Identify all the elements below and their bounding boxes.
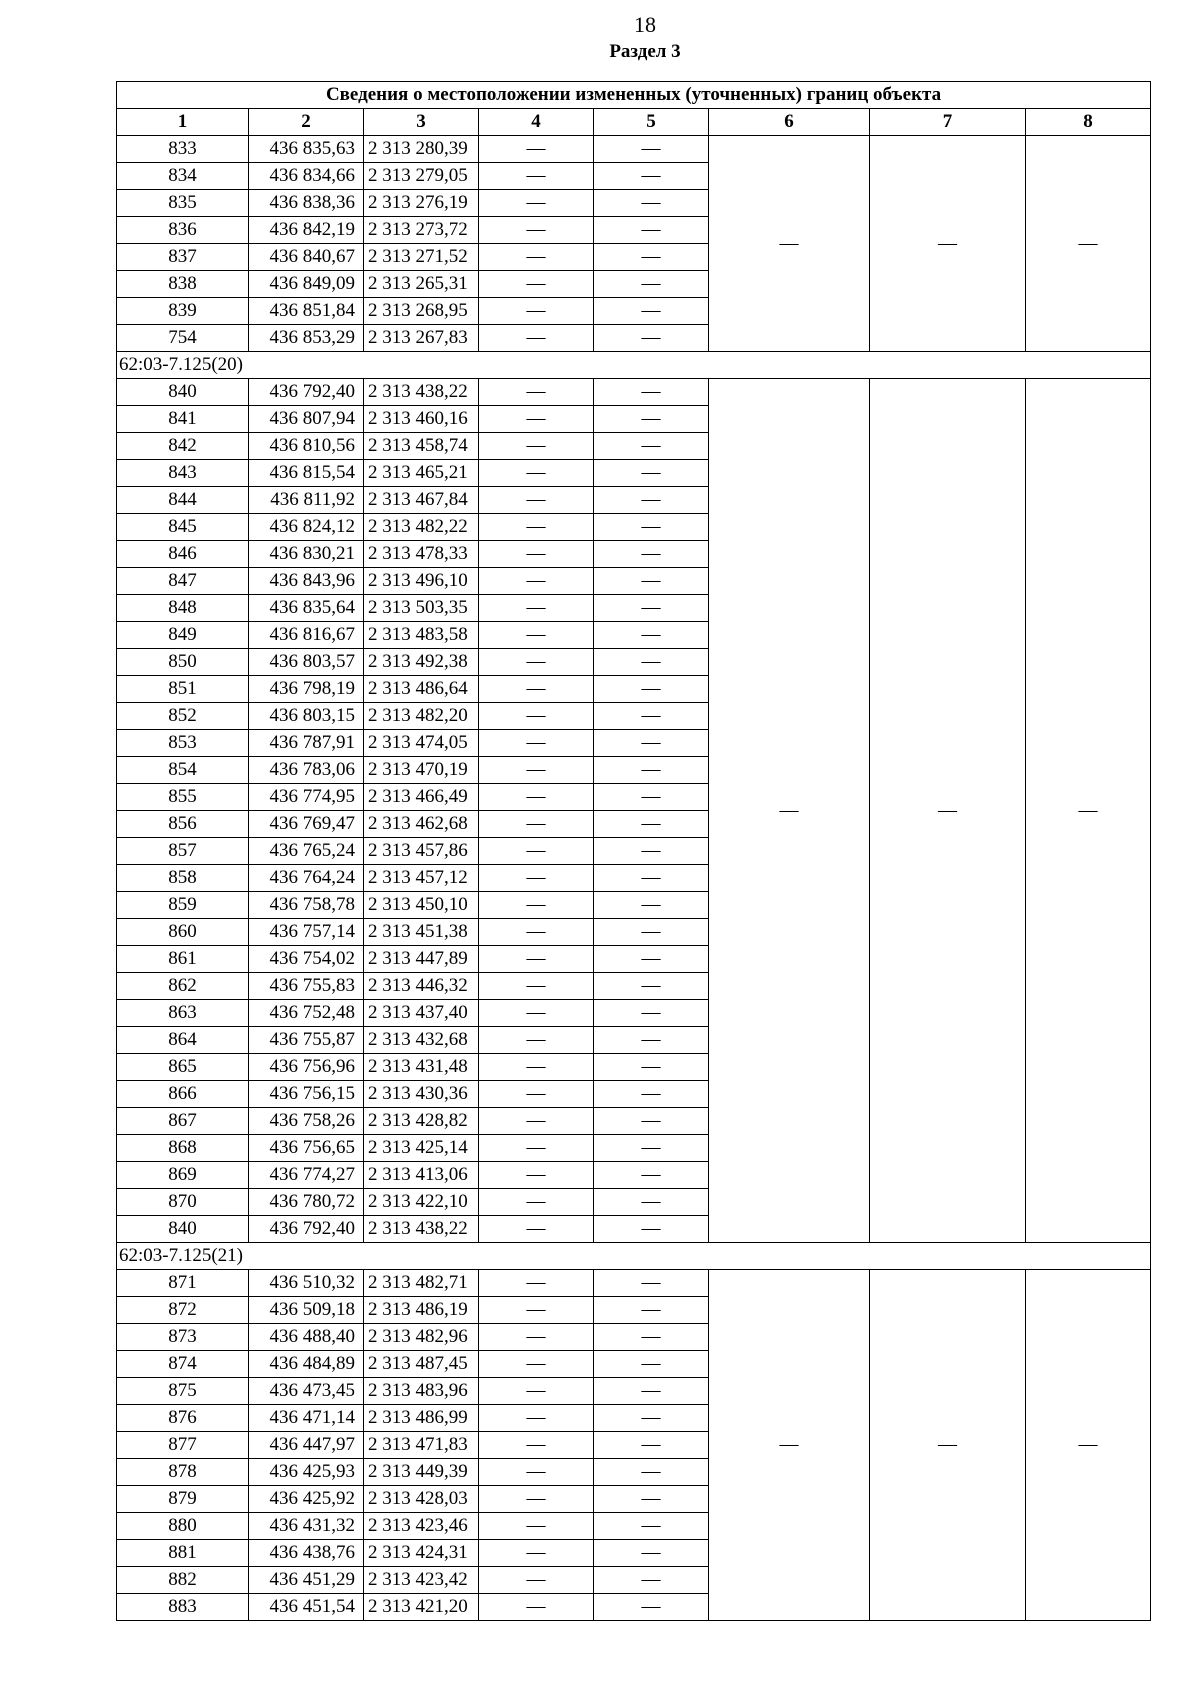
coordinate-y-cell: 2 313 503,35 bbox=[364, 595, 479, 622]
coordinate-x-cell: 436 811,92 bbox=[249, 487, 364, 514]
coordinate-y-cell: 2 313 482,96 bbox=[364, 1324, 479, 1351]
column-5-cell: — bbox=[594, 163, 709, 190]
group-label-row bbox=[117, 352, 1151, 379]
column-header: 1 bbox=[117, 109, 249, 136]
point-number-cell: 848 bbox=[117, 595, 249, 622]
column-5-cell: — bbox=[594, 892, 709, 919]
point-number-cell: 837 bbox=[117, 244, 249, 271]
column-5-cell: — bbox=[594, 1027, 709, 1054]
coordinate-x-cell: 436 840,67 bbox=[249, 244, 364, 271]
point-number-cell: 862 bbox=[117, 973, 249, 1000]
coordinate-x-cell: 436 816,67 bbox=[249, 622, 364, 649]
coordinate-y-cell: 2 313 474,05 bbox=[364, 730, 479, 757]
column-4-cell: — bbox=[479, 1162, 594, 1189]
point-number-cell: 835 bbox=[117, 190, 249, 217]
coordinate-x-cell: 436 756,65 bbox=[249, 1135, 364, 1162]
point-number-cell: 845 bbox=[117, 514, 249, 541]
column-5-cell: — bbox=[594, 325, 709, 352]
column-4-cell: — bbox=[479, 676, 594, 703]
point-number-cell: 754 bbox=[117, 325, 249, 352]
point-number-cell: 840 bbox=[117, 379, 249, 406]
column-4-cell: — bbox=[479, 1486, 594, 1513]
table-row bbox=[117, 379, 1151, 406]
column-5-cell: — bbox=[594, 217, 709, 244]
coordinate-x-cell: 436 758,78 bbox=[249, 892, 364, 919]
column-4-cell: — bbox=[479, 1324, 594, 1351]
column-5-cell: — bbox=[594, 1000, 709, 1027]
column-4-cell: — bbox=[479, 271, 594, 298]
column-header: 2 bbox=[249, 109, 364, 136]
column-5-cell: — bbox=[594, 595, 709, 622]
coordinate-x-cell: 436 438,76 bbox=[249, 1540, 364, 1567]
column-4-cell: — bbox=[479, 649, 594, 676]
column-5-cell: — bbox=[594, 1270, 709, 1297]
column-7-merged-cell: — bbox=[870, 136, 1026, 352]
column-4-cell: — bbox=[479, 1459, 594, 1486]
column-5-cell: — bbox=[594, 730, 709, 757]
coordinate-y-cell: 2 313 425,14 bbox=[364, 1135, 479, 1162]
column-5-cell: — bbox=[594, 1594, 709, 1621]
column-4-cell: — bbox=[479, 1081, 594, 1108]
column-4-cell: — bbox=[479, 1216, 594, 1243]
column-5-cell: — bbox=[594, 919, 709, 946]
column-5-cell: — bbox=[594, 1405, 709, 1432]
point-number-cell: 864 bbox=[117, 1027, 249, 1054]
coordinate-x-cell: 436 473,45 bbox=[249, 1378, 364, 1405]
point-number-cell: 859 bbox=[117, 892, 249, 919]
point-number-cell: 883 bbox=[117, 1594, 249, 1621]
column-4-cell: — bbox=[479, 406, 594, 433]
coordinate-x-cell: 436 830,21 bbox=[249, 541, 364, 568]
coordinate-y-cell: 2 313 486,99 bbox=[364, 1405, 479, 1432]
point-number-cell: 867 bbox=[117, 1108, 249, 1135]
coordinate-y-cell: 2 313 265,31 bbox=[364, 271, 479, 298]
column-4-cell: — bbox=[479, 514, 594, 541]
coordinate-x-cell: 436 425,93 bbox=[249, 1459, 364, 1486]
point-number-cell: 870 bbox=[117, 1189, 249, 1216]
column-header: 3 bbox=[364, 109, 479, 136]
coordinate-x-cell: 436 425,92 bbox=[249, 1486, 364, 1513]
point-number-cell: 869 bbox=[117, 1162, 249, 1189]
point-number-cell: 860 bbox=[117, 919, 249, 946]
coordinate-y-cell: 2 313 423,46 bbox=[364, 1513, 479, 1540]
coordinate-y-cell: 2 313 487,45 bbox=[364, 1351, 479, 1378]
point-number-cell: 838 bbox=[117, 271, 249, 298]
point-number-cell: 843 bbox=[117, 460, 249, 487]
column-4-cell: — bbox=[479, 190, 594, 217]
column-4-cell: — bbox=[479, 1000, 594, 1027]
coordinate-x-cell: 436 447,97 bbox=[249, 1432, 364, 1459]
group-label-row bbox=[117, 1243, 1151, 1270]
coordinate-y-cell: 2 313 466,49 bbox=[364, 784, 479, 811]
column-4-cell: — bbox=[479, 568, 594, 595]
column-4-cell: — bbox=[479, 703, 594, 730]
column-5-cell: — bbox=[594, 541, 709, 568]
column-4-cell: — bbox=[479, 460, 594, 487]
coordinate-y-cell: 2 313 268,95 bbox=[364, 298, 479, 325]
coordinate-x-cell: 436 757,14 bbox=[249, 919, 364, 946]
point-number-cell: 854 bbox=[117, 757, 249, 784]
coordinate-x-cell: 436 783,06 bbox=[249, 757, 364, 784]
column-4-cell: — bbox=[479, 595, 594, 622]
coordinate-x-cell: 436 834,66 bbox=[249, 163, 364, 190]
column-4-cell: — bbox=[479, 1027, 594, 1054]
group-label: 62:03-7.125(21) bbox=[117, 1243, 1151, 1270]
column-4-cell: — bbox=[479, 1513, 594, 1540]
column-7-merged-cell: — bbox=[870, 1270, 1026, 1621]
column-6-merged-cell: — bbox=[709, 379, 870, 1243]
column-4-cell: — bbox=[479, 811, 594, 838]
column-5-cell: — bbox=[594, 757, 709, 784]
column-4-cell: — bbox=[479, 298, 594, 325]
point-number-cell: 868 bbox=[117, 1135, 249, 1162]
column-5-cell: — bbox=[594, 784, 709, 811]
column-5-cell: — bbox=[594, 433, 709, 460]
column-5-cell: — bbox=[594, 1513, 709, 1540]
coordinate-x-cell: 436 774,95 bbox=[249, 784, 364, 811]
coordinate-y-cell: 2 313 446,32 bbox=[364, 973, 479, 1000]
coordinate-y-cell: 2 313 486,19 bbox=[364, 1297, 479, 1324]
coordinate-x-cell: 436 849,09 bbox=[249, 271, 364, 298]
coordinate-x-cell: 436 488,40 bbox=[249, 1324, 364, 1351]
column-5-cell: — bbox=[594, 1567, 709, 1594]
point-number-cell: 844 bbox=[117, 487, 249, 514]
column-4-cell: — bbox=[479, 973, 594, 1000]
column-5-cell: — bbox=[594, 568, 709, 595]
coordinate-y-cell: 2 313 457,12 bbox=[364, 865, 479, 892]
column-5-cell: — bbox=[594, 379, 709, 406]
point-number-cell: 882 bbox=[117, 1567, 249, 1594]
coordinate-y-cell: 2 313 267,83 bbox=[364, 325, 479, 352]
column-5-cell: — bbox=[594, 1108, 709, 1135]
section-title: Раздел 3 bbox=[609, 41, 681, 62]
coordinate-y-cell: 2 313 492,38 bbox=[364, 649, 479, 676]
column-4-cell: — bbox=[479, 946, 594, 973]
point-number-cell: 879 bbox=[117, 1486, 249, 1513]
coordinate-y-cell: 2 313 421,20 bbox=[364, 1594, 479, 1621]
coordinate-x-cell: 436 769,47 bbox=[249, 811, 364, 838]
coordinate-y-cell: 2 313 447,89 bbox=[364, 946, 479, 973]
point-number-cell: 865 bbox=[117, 1054, 249, 1081]
column-5-cell: — bbox=[594, 1351, 709, 1378]
point-number-cell: 863 bbox=[117, 1000, 249, 1027]
point-number-cell: 834 bbox=[117, 163, 249, 190]
column-5-cell: — bbox=[594, 649, 709, 676]
column-header: 8 bbox=[1026, 109, 1151, 136]
column-4-cell: — bbox=[479, 1135, 594, 1162]
coordinate-y-cell: 2 313 273,72 bbox=[364, 217, 479, 244]
column-4-cell: — bbox=[479, 379, 594, 406]
coordinate-y-cell: 2 313 478,33 bbox=[364, 541, 479, 568]
column-5-cell: — bbox=[594, 811, 709, 838]
coordinate-y-cell: 2 313 458,74 bbox=[364, 433, 479, 460]
coordinate-x-cell: 436 792,40 bbox=[249, 379, 364, 406]
coordinate-x-cell: 436 853,29 bbox=[249, 325, 364, 352]
column-4-cell: — bbox=[479, 1378, 594, 1405]
column-5-cell: — bbox=[594, 676, 709, 703]
column-4-cell: — bbox=[479, 1270, 594, 1297]
column-4-cell: — bbox=[479, 757, 594, 784]
coordinate-x-cell: 436 780,72 bbox=[249, 1189, 364, 1216]
point-number-cell: 878 bbox=[117, 1459, 249, 1486]
coordinate-y-cell: 2 313 449,39 bbox=[364, 1459, 479, 1486]
column-4-cell: — bbox=[479, 1297, 594, 1324]
column-4-cell: — bbox=[479, 541, 594, 568]
coordinate-x-cell: 436 774,27 bbox=[249, 1162, 364, 1189]
column-4-cell: — bbox=[479, 1594, 594, 1621]
point-number-cell: 880 bbox=[117, 1513, 249, 1540]
boundary-table bbox=[116, 81, 1151, 1621]
point-number-cell: 852 bbox=[117, 703, 249, 730]
column-4-cell: — bbox=[479, 163, 594, 190]
point-number-cell: 841 bbox=[117, 406, 249, 433]
column-5-cell: — bbox=[594, 514, 709, 541]
coordinate-y-cell: 2 313 450,10 bbox=[364, 892, 479, 919]
coordinate-y-cell: 2 313 457,86 bbox=[364, 838, 479, 865]
coordinate-x-cell: 436 851,84 bbox=[249, 298, 364, 325]
coordinate-y-cell: 2 313 423,42 bbox=[364, 1567, 479, 1594]
coordinate-y-cell: 2 313 422,10 bbox=[364, 1189, 479, 1216]
column-header: 5 bbox=[594, 109, 709, 136]
coordinate-x-cell: 436 431,32 bbox=[249, 1513, 364, 1540]
column-5-cell: — bbox=[594, 487, 709, 514]
coordinate-y-cell: 2 313 428,82 bbox=[364, 1108, 479, 1135]
column-5-cell: — bbox=[594, 1135, 709, 1162]
column-4-cell: — bbox=[479, 622, 594, 649]
column-8-merged-cell: — bbox=[1026, 379, 1151, 1243]
column-6-merged-cell: — bbox=[709, 136, 870, 352]
coordinate-y-cell: 2 313 462,68 bbox=[364, 811, 479, 838]
coordinate-x-cell: 436 471,14 bbox=[249, 1405, 364, 1432]
point-number-cell: 842 bbox=[117, 433, 249, 460]
coordinate-y-cell: 2 313 279,05 bbox=[364, 163, 479, 190]
point-number-cell: 872 bbox=[117, 1297, 249, 1324]
column-4-cell: — bbox=[479, 1351, 594, 1378]
coordinate-x-cell: 436 843,96 bbox=[249, 568, 364, 595]
coordinate-y-cell: 2 313 483,58 bbox=[364, 622, 479, 649]
coordinate-x-cell: 436 787,91 bbox=[249, 730, 364, 757]
column-5-cell: — bbox=[594, 1189, 709, 1216]
coordinate-y-cell: 2 313 482,20 bbox=[364, 703, 479, 730]
coordinate-x-cell: 436 835,63 bbox=[249, 136, 364, 163]
coordinate-x-cell: 436 755,83 bbox=[249, 973, 364, 1000]
column-5-cell: — bbox=[594, 1216, 709, 1243]
coordinate-y-cell: 2 313 482,22 bbox=[364, 514, 479, 541]
column-5-cell: — bbox=[594, 865, 709, 892]
column-5-cell: — bbox=[594, 271, 709, 298]
table-title: Сведения о местоположении измененных (уточненных) границ объекта bbox=[117, 82, 1151, 109]
point-number-cell: 855 bbox=[117, 784, 249, 811]
column-4-cell: — bbox=[479, 1405, 594, 1432]
coordinate-y-cell: 2 313 465,21 bbox=[364, 460, 479, 487]
coordinate-y-cell: 2 313 471,83 bbox=[364, 1432, 479, 1459]
coordinate-x-cell: 436 838,36 bbox=[249, 190, 364, 217]
column-4-cell: — bbox=[479, 1108, 594, 1135]
coordinate-y-cell: 2 313 424,31 bbox=[364, 1540, 479, 1567]
column-header: 6 bbox=[709, 109, 870, 136]
coordinate-x-cell: 436 824,12 bbox=[249, 514, 364, 541]
point-number-cell: 874 bbox=[117, 1351, 249, 1378]
coordinate-x-cell: 436 835,64 bbox=[249, 595, 364, 622]
column-4-cell: — bbox=[479, 865, 594, 892]
column-4-cell: — bbox=[479, 325, 594, 352]
column-4-cell: — bbox=[479, 784, 594, 811]
column-5-cell: — bbox=[594, 838, 709, 865]
coordinate-y-cell: 2 313 470,19 bbox=[364, 757, 479, 784]
coordinate-y-cell: 2 313 467,84 bbox=[364, 487, 479, 514]
column-4-cell: — bbox=[479, 730, 594, 757]
coordinate-y-cell: 2 313 483,96 bbox=[364, 1378, 479, 1405]
column-5-cell: — bbox=[594, 1432, 709, 1459]
point-number-cell: 851 bbox=[117, 676, 249, 703]
point-number-cell: 849 bbox=[117, 622, 249, 649]
column-5-cell: — bbox=[594, 946, 709, 973]
column-5-cell: — bbox=[594, 703, 709, 730]
table-row bbox=[117, 1270, 1151, 1297]
coordinate-y-cell: 2 313 438,22 bbox=[364, 379, 479, 406]
coordinate-x-cell: 436 765,24 bbox=[249, 838, 364, 865]
column-5-cell: — bbox=[594, 298, 709, 325]
point-number-cell: 881 bbox=[117, 1540, 249, 1567]
point-number-cell: 858 bbox=[117, 865, 249, 892]
coordinate-y-cell: 2 313 451,38 bbox=[364, 919, 479, 946]
column-5-cell: — bbox=[594, 1054, 709, 1081]
column-4-cell: — bbox=[479, 1432, 594, 1459]
point-number-cell: 850 bbox=[117, 649, 249, 676]
column-4-cell: — bbox=[479, 1189, 594, 1216]
coordinate-y-cell: 2 313 280,39 bbox=[364, 136, 479, 163]
column-4-cell: — bbox=[479, 217, 594, 244]
page-number: 18 bbox=[634, 12, 656, 37]
column-5-cell: — bbox=[594, 1486, 709, 1513]
point-number-cell: 875 bbox=[117, 1378, 249, 1405]
coordinate-y-cell: 2 313 482,71 bbox=[364, 1270, 479, 1297]
column-5-cell: — bbox=[594, 1324, 709, 1351]
column-5-cell: — bbox=[594, 1459, 709, 1486]
coordinate-x-cell: 436 755,87 bbox=[249, 1027, 364, 1054]
point-number-cell: 857 bbox=[117, 838, 249, 865]
coordinate-x-cell: 436 798,19 bbox=[249, 676, 364, 703]
point-number-cell: 846 bbox=[117, 541, 249, 568]
coordinate-x-cell: 436 842,19 bbox=[249, 217, 364, 244]
coordinate-x-cell: 436 803,57 bbox=[249, 649, 364, 676]
coordinate-x-cell: 436 810,56 bbox=[249, 433, 364, 460]
coordinate-y-cell: 2 313 496,10 bbox=[364, 568, 479, 595]
coordinate-y-cell: 2 313 437,40 bbox=[364, 1000, 479, 1027]
column-5-cell: — bbox=[594, 190, 709, 217]
point-number-cell: 833 bbox=[117, 136, 249, 163]
coordinate-y-cell: 2 313 431,48 bbox=[364, 1054, 479, 1081]
point-number-cell: 861 bbox=[117, 946, 249, 973]
column-4-cell: — bbox=[479, 892, 594, 919]
column-header: 7 bbox=[870, 109, 1026, 136]
column-5-cell: — bbox=[594, 1540, 709, 1567]
point-number-cell: 876 bbox=[117, 1405, 249, 1432]
coordinate-y-cell: 2 313 460,16 bbox=[364, 406, 479, 433]
column-header: 4 bbox=[479, 109, 594, 136]
coordinate-x-cell: 436 451,54 bbox=[249, 1594, 364, 1621]
column-4-cell: — bbox=[479, 1540, 594, 1567]
column-4-cell: — bbox=[479, 838, 594, 865]
point-number-cell: 840 bbox=[117, 1216, 249, 1243]
coordinate-y-cell: 2 313 486,64 bbox=[364, 676, 479, 703]
column-5-cell: — bbox=[594, 136, 709, 163]
point-number-cell: 853 bbox=[117, 730, 249, 757]
column-4-cell: — bbox=[479, 1567, 594, 1594]
column-4-cell: — bbox=[479, 136, 594, 163]
column-8-merged-cell: — bbox=[1026, 1270, 1151, 1621]
coordinate-y-cell: 2 313 428,03 bbox=[364, 1486, 479, 1513]
column-6-merged-cell: — bbox=[709, 1270, 870, 1621]
column-7-merged-cell: — bbox=[870, 379, 1026, 1243]
point-number-cell: 847 bbox=[117, 568, 249, 595]
point-number-cell: 873 bbox=[117, 1324, 249, 1351]
point-number-cell: 856 bbox=[117, 811, 249, 838]
column-5-cell: — bbox=[594, 1378, 709, 1405]
coordinate-y-cell: 2 313 430,36 bbox=[364, 1081, 479, 1108]
point-number-cell: 839 bbox=[117, 298, 249, 325]
point-number-cell: 877 bbox=[117, 1432, 249, 1459]
column-5-cell: — bbox=[594, 1162, 709, 1189]
point-number-cell: 836 bbox=[117, 217, 249, 244]
coordinate-y-cell: 2 313 438,22 bbox=[364, 1216, 479, 1243]
column-5-cell: — bbox=[594, 244, 709, 271]
column-4-cell: — bbox=[479, 919, 594, 946]
coordinate-x-cell: 436 752,48 bbox=[249, 1000, 364, 1027]
column-5-cell: — bbox=[594, 622, 709, 649]
coordinate-y-cell: 2 313 413,06 bbox=[364, 1162, 479, 1189]
column-4-cell: — bbox=[479, 487, 594, 514]
coordinate-y-cell: 2 313 271,52 bbox=[364, 244, 479, 271]
column-4-cell: — bbox=[479, 1054, 594, 1081]
coordinate-x-cell: 436 509,18 bbox=[249, 1297, 364, 1324]
column-5-cell: — bbox=[594, 1081, 709, 1108]
column-5-cell: — bbox=[594, 406, 709, 433]
coordinate-x-cell: 436 807,94 bbox=[249, 406, 364, 433]
column-8-merged-cell: — bbox=[1026, 136, 1151, 352]
coordinate-x-cell: 436 756,15 bbox=[249, 1081, 364, 1108]
column-4-cell: — bbox=[479, 433, 594, 460]
table-row bbox=[117, 136, 1151, 163]
header-row bbox=[117, 109, 1151, 136]
coordinate-x-cell: 436 815,54 bbox=[249, 460, 364, 487]
coordinate-x-cell: 436 484,89 bbox=[249, 1351, 364, 1378]
coordinate-y-cell: 2 313 432,68 bbox=[364, 1027, 479, 1054]
column-5-cell: — bbox=[594, 1297, 709, 1324]
coordinate-x-cell: 436 451,29 bbox=[249, 1567, 364, 1594]
coordinate-x-cell: 436 510,32 bbox=[249, 1270, 364, 1297]
coordinate-x-cell: 436 792,40 bbox=[249, 1216, 364, 1243]
column-5-cell: — bbox=[594, 973, 709, 1000]
coordinate-x-cell: 436 754,02 bbox=[249, 946, 364, 973]
coordinate-y-cell: 2 313 276,19 bbox=[364, 190, 479, 217]
column-4-cell: — bbox=[479, 244, 594, 271]
coordinate-x-cell: 436 756,96 bbox=[249, 1054, 364, 1081]
point-number-cell: 871 bbox=[117, 1270, 249, 1297]
group-label: 62:03-7.125(20) bbox=[117, 352, 1151, 379]
coordinate-x-cell: 436 803,15 bbox=[249, 703, 364, 730]
point-number-cell: 866 bbox=[117, 1081, 249, 1108]
table-body bbox=[117, 136, 1151, 1621]
column-5-cell: — bbox=[594, 460, 709, 487]
coordinate-x-cell: 436 764,24 bbox=[249, 865, 364, 892]
coordinate-x-cell: 436 758,26 bbox=[249, 1108, 364, 1135]
